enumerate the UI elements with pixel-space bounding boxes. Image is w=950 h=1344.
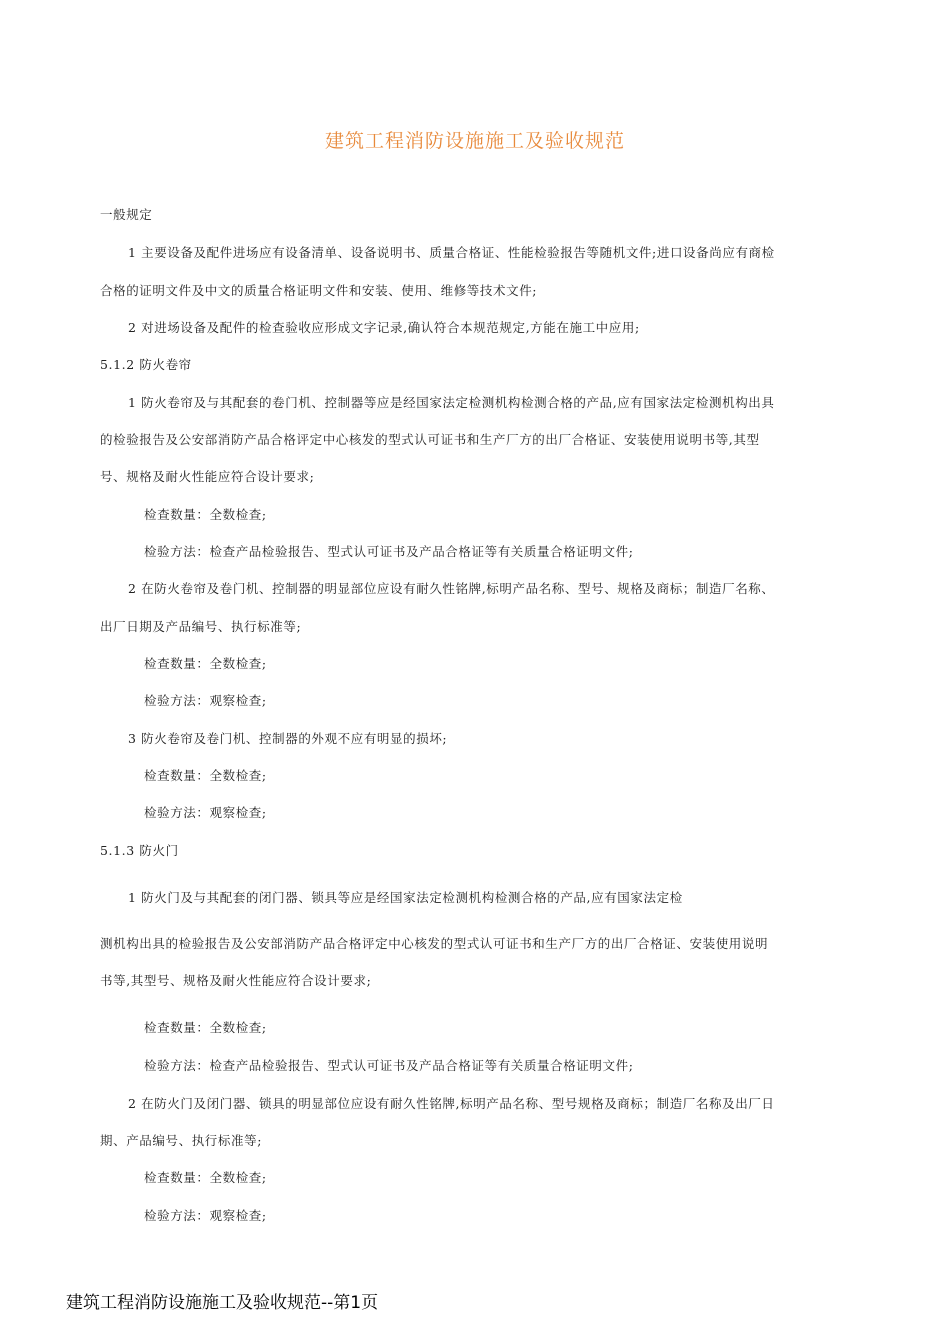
paragraph-line: 3 防火卷帘及卷门机、控制器的外观不应有明显的损坏;	[128, 731, 448, 746]
paragraph-line: 出厂日期及产品编号、执行标准等;	[100, 619, 302, 634]
page-title: 建筑工程消防设施施工及验收规范	[324, 130, 625, 152]
paragraph-line: 2 在防火卷帘及卷门机、控制器的明显部位应设有耐久性铭牌,标明产品名称、型号、规格及商标；制造厂名称、	[128, 581, 775, 596]
paragraph-line: 1 防火门及与其配套的闭门器、锁具等应是经国家法定检测机构检测合格的产品,应有国家法定检	[128, 890, 683, 905]
check-method-line: 检验方法：检查产品检验报告、型式认可证书及产品合格证等有关质量合格证明文件;	[144, 1058, 634, 1073]
paragraph-line: 2 在防火门及闭门器、锁具的明显部位应设有耐久性铭牌,标明产品名称、型号规格及商标；制造厂名称及出厂日	[128, 1096, 775, 1111]
check-quantity-line: 检查数量：全数检查;	[144, 656, 267, 671]
section-heading-fire-door: 5.1.3 防火门	[100, 843, 179, 858]
paragraph-line: 测机构出具的检验报告及公安部消防产品合格评定中心核发的型式认可证书和生产厂方的出厂合格证、安装使用说明	[100, 936, 769, 951]
paragraph-line: 1 防火卷帘及与其配套的卷门机、控制器等应是经国家法定检测机构检测合格的产品,应有国家法定检测机构出具	[128, 395, 775, 410]
paragraph-line: 1 主要设备及配件进场应有设备清单、设备说明书、质量合格证、性能检验报告等随机文件;进口设备尚应有商检	[128, 245, 775, 260]
paragraph-line: 合格的证明文件及中文的质量合格证明文件和安装、使用、维修等技术文件;	[100, 283, 538, 298]
check-method-line: 检验方法：观察检查;	[144, 693, 267, 708]
check-quantity-line: 检查数量：全数检查;	[144, 507, 267, 522]
check-method-line: 检验方法：检查产品检验报告、型式认可证书及产品合格证等有关质量合格证明文件;	[144, 544, 634, 559]
paragraph-line: 2 对进场设备及配件的检查验收应形成文字记录,确认符合本规范规定,方能在施工中应用;	[128, 320, 640, 335]
check-method-line: 检验方法：观察检查;	[144, 805, 267, 820]
section-heading-general: 一般规定	[100, 207, 153, 222]
paragraph-line: 的检验报告及公安部消防产品合格评定中心核发的型式认可证书和生产厂方的出厂合格证、安装使用说明书等,其型	[100, 432, 760, 447]
check-quantity-line: 检查数量：全数检查;	[144, 768, 267, 783]
check-quantity-line: 检查数量：全数检查;	[144, 1170, 267, 1185]
paragraph-line: 期、产品编号、执行标准等;	[100, 1133, 263, 1148]
paragraph-line: 号、规格及耐火性能应符合设计要求;	[100, 469, 315, 484]
check-method-line: 检验方法：观察检查;	[144, 1208, 267, 1223]
check-quantity-line: 检查数量：全数检查;	[144, 1020, 267, 1035]
paragraph-line: 书等,其型号、规格及耐火性能应符合设计要求;	[100, 973, 372, 988]
section-heading-fire-shutter: 5.1.2 防火卷帘	[100, 357, 192, 372]
page-footer: 建筑工程消防设施施工及验收规范--第1页	[66, 1293, 379, 1313]
